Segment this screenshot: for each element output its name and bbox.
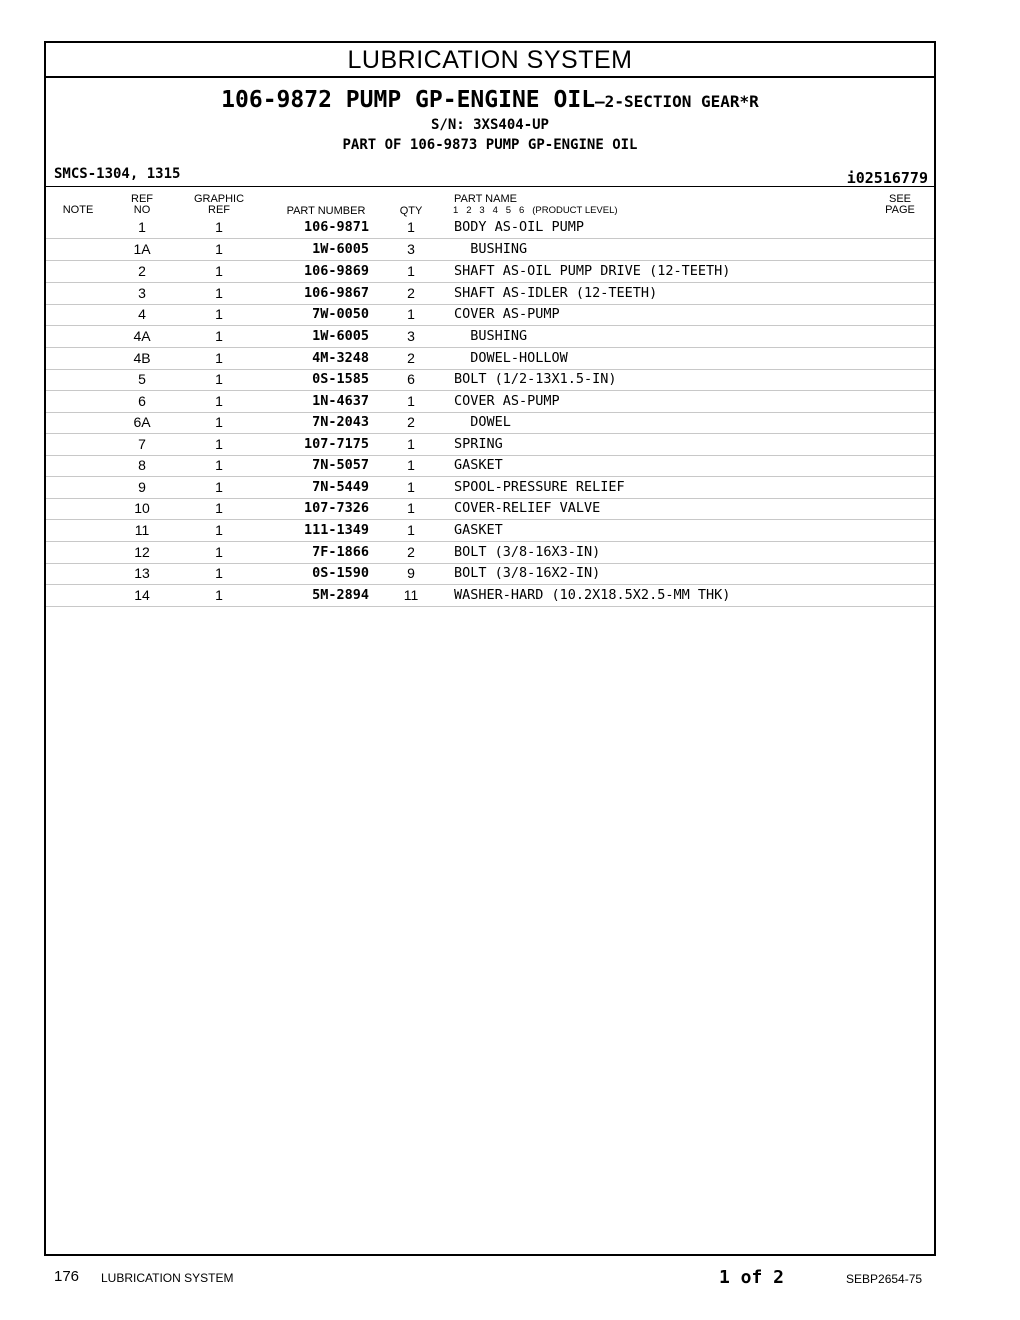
col-part-number: PART NUMBER: [286, 205, 366, 217]
part-name: BOLT (3/8-16X3-IN): [454, 544, 601, 560]
table-row: [46, 348, 934, 370]
part-number: 7N-5057: [312, 457, 369, 473]
col-part-name: PART NAME: [454, 193, 517, 205]
table-row: [46, 217, 934, 239]
part-number: 7F-1866: [312, 544, 369, 560]
qty: 6: [407, 371, 415, 387]
col-see-line2: PAGE: [885, 204, 915, 216]
part-name: GASKET: [454, 522, 503, 538]
table-row: [46, 283, 934, 305]
graphic-ref: 1: [215, 350, 223, 366]
graphic-ref: 1: [215, 306, 223, 322]
ref-no: 6A: [133, 414, 151, 430]
group-heading: [46, 87, 934, 113]
qty: 11: [403, 587, 419, 603]
table-row: [46, 455, 934, 477]
qty: 3: [407, 328, 415, 344]
ref-no: 3: [138, 285, 146, 301]
table-row: [46, 542, 934, 564]
qty: 2: [407, 285, 415, 301]
part-number: 0S-1590: [312, 565, 369, 581]
ref-no: 11: [134, 522, 150, 538]
ref-no: 1: [138, 219, 146, 235]
col-qty: QTY: [399, 205, 423, 217]
part-number: 107-7175: [303, 436, 369, 452]
graphic-ref: 1: [215, 393, 223, 409]
part-number: 1N-4637: [312, 393, 369, 409]
part-number: 1W-6005: [312, 328, 369, 344]
qty: 1: [407, 436, 415, 452]
graphic-ref: 1: [215, 371, 223, 387]
graphic-ref: 1: [215, 436, 223, 452]
group-suffix: —2-SECTION GEAR*R: [595, 92, 759, 111]
part-number: 7W-0050: [312, 306, 369, 322]
footer-page-of: 1 of 2: [719, 1267, 785, 1288]
qty: 1: [407, 219, 415, 235]
col-note: NOTE: [62, 204, 94, 216]
part-number: 7N-2043: [312, 414, 369, 430]
graphic-ref: 1: [215, 263, 223, 279]
qty: 1: [407, 457, 415, 473]
page-frame: [44, 41, 936, 1256]
part-name: SPOOL-PRESSURE RELIEF: [454, 479, 625, 495]
ref-no: 4A: [133, 328, 151, 344]
graphic-ref: 1: [215, 522, 223, 538]
col-product-level: 1 2 3 4 5 6 (PRODUCT LEVEL): [453, 205, 618, 216]
group-part-name: 106-9872 PUMP GP-ENGINE OIL: [221, 87, 596, 113]
col-ref-line1: REF: [131, 193, 153, 205]
ref-no: 5: [138, 371, 146, 387]
table-row: [46, 498, 934, 520]
graphic-ref: 1: [215, 479, 223, 495]
graphic-ref: 1: [215, 241, 223, 257]
part-name: SPRING: [454, 436, 503, 452]
table-row: [46, 477, 934, 499]
part-number: 106-9871: [303, 219, 369, 235]
part-name: COVER-RELIEF VALVE: [454, 500, 601, 516]
part-name: BUSHING: [454, 241, 528, 257]
table-row: [46, 520, 934, 542]
col-graphic-line2: REF: [208, 204, 230, 216]
qty: 2: [407, 414, 415, 430]
qty: 1: [407, 393, 415, 409]
section-title: LUBRICATION SYSTEM: [46, 43, 934, 78]
part-name: COVER AS-PUMP: [454, 393, 560, 409]
table-row: [46, 563, 934, 585]
table-row: [46, 391, 934, 413]
qty: 3: [407, 241, 415, 257]
table-row: [46, 326, 934, 348]
ref-no: 6: [138, 393, 146, 409]
graphic-ref: 1: [215, 219, 223, 235]
table-row: [46, 304, 934, 326]
graphic-ref: 1: [215, 544, 223, 560]
part-number: 106-9867: [303, 285, 369, 301]
part-of-line: PART OF 106-9873 PUMP GP-ENGINE OIL: [342, 137, 638, 153]
part-number: 7N-5449: [312, 479, 369, 495]
col-graphic-line1: GRAPHIC: [193, 193, 245, 205]
footer-doc-number: SEBP2654-75: [846, 1272, 923, 1286]
table-row: [46, 369, 934, 391]
table-row: [46, 261, 934, 283]
footer-page-number: 176: [54, 1268, 80, 1285]
part-number: 1W-6005: [312, 241, 369, 257]
qty: 1: [407, 479, 415, 495]
ref-no: 9: [138, 479, 146, 495]
ref-no: 2: [138, 263, 146, 279]
qty: 2: [407, 350, 415, 366]
table-row: [46, 434, 934, 456]
header-divider: [46, 186, 934, 187]
graphic-ref: 1: [215, 500, 223, 516]
part-name: BUSHING: [454, 328, 528, 344]
part-name: DOWEL: [454, 414, 511, 430]
serial-range: S/N: 3XS404-UP: [430, 117, 549, 133]
ref-no: 10: [134, 500, 150, 516]
part-name: COVER AS-PUMP: [454, 306, 560, 322]
smcs-codes: SMCS-1304, 1315: [54, 166, 181, 182]
qty: 2: [407, 544, 415, 560]
ref-no: 1A: [133, 241, 151, 257]
graphic-ref: 1: [215, 285, 223, 301]
part-number: 0S-1585: [312, 371, 369, 387]
part-name: SHAFT AS-IDLER (12-TEETH): [454, 285, 658, 301]
table-row: [46, 239, 934, 261]
ref-no: 13: [134, 565, 150, 581]
part-name: GASKET: [454, 457, 503, 473]
graphic-ref: 1: [215, 414, 223, 430]
table-row: [46, 585, 934, 607]
ref-no: 7: [138, 436, 146, 452]
part-number: 106-9869: [303, 263, 369, 279]
part-number: 5M-2894: [312, 587, 369, 603]
part-name: WASHER-HARD (10.2X18.5X2.5-MM THK): [454, 587, 731, 603]
qty: 1: [407, 263, 415, 279]
graphic-ref: 1: [215, 587, 223, 603]
qty: 1: [407, 500, 415, 516]
part-name: DOWEL-HOLLOW: [454, 350, 568, 366]
ref-no: 8: [138, 457, 146, 473]
ref-no: 4B: [133, 350, 151, 366]
illustration-ref: i02516779: [846, 169, 928, 187]
part-name: BOLT (3/8-16X2-IN): [454, 565, 601, 581]
col-see-line1: SEE: [888, 193, 911, 205]
graphic-ref: 1: [215, 328, 223, 344]
footer-section: LUBRICATION SYSTEM: [101, 1271, 234, 1285]
qty: 1: [407, 522, 415, 538]
col-ref-line2: NO: [133, 204, 151, 216]
part-name: SHAFT AS-OIL PUMP DRIVE (12-TEETH): [454, 263, 731, 279]
graphic-ref: 1: [215, 565, 223, 581]
part-number: 107-7326: [303, 500, 369, 516]
table-row: [46, 412, 934, 434]
part-number: 111-1349: [303, 522, 369, 538]
part-name: BODY AS-OIL PUMP: [454, 219, 585, 235]
part-name: BOLT (1/2-13X1.5-IN): [454, 371, 617, 387]
qty: 1: [407, 306, 415, 322]
ref-no: 4: [138, 306, 146, 322]
graphic-ref: 1: [215, 457, 223, 473]
ref-no: 14: [134, 587, 150, 603]
part-number: 4M-3248: [312, 350, 369, 366]
ref-no: 12: [134, 544, 150, 560]
qty: 9: [407, 565, 415, 581]
